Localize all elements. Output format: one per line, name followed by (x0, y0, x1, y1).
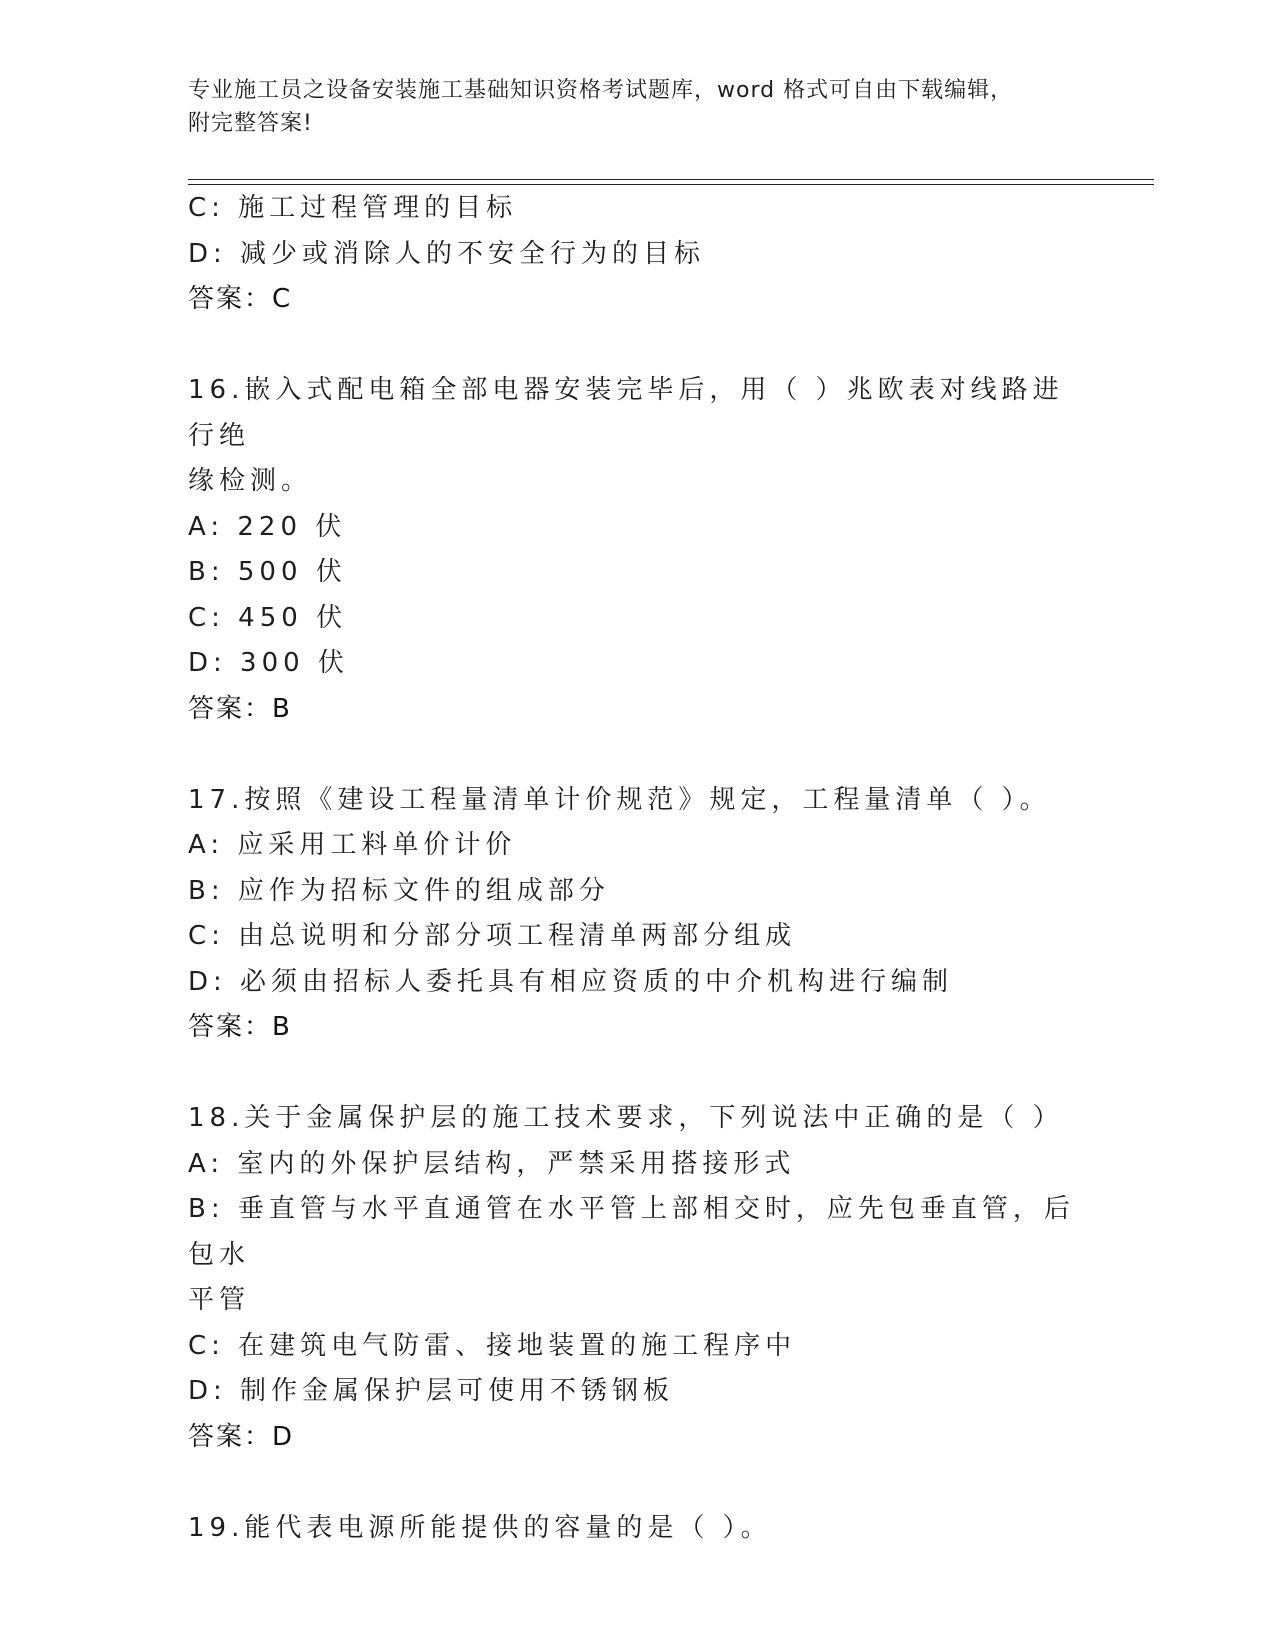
answer: 答案：C (188, 284, 293, 314)
header-divider-top (188, 179, 1154, 180)
spacer (188, 1051, 1088, 1097)
option-a: A: 220 伏 (188, 511, 347, 542)
header-intro-line-1: 专业施工员之设备安装施工基础知识资格考试题库，word 格式可自由下载编辑， (188, 78, 1014, 103)
option-c: C: 由总说明和分部分项工程清单两部分组成 (188, 921, 797, 951)
spacer (188, 323, 1088, 369)
answer: 答案：B (188, 693, 292, 724)
question-list (188, 186, 1088, 1551)
option-d: D: 必须由招标人委托具有相应资质的中介机构进行编制 (188, 966, 954, 997)
spacer (188, 1460, 1088, 1506)
option-b-continuation: 平管 (188, 1285, 251, 1315)
spacer (188, 732, 1088, 778)
option-c: C: 在建筑电气防雷、接地装置的施工程序中 (188, 1330, 797, 1361)
question-19 (188, 1506, 1088, 1552)
option-b: B: 500 伏 (188, 557, 347, 587)
option-d: D: 300 伏 (188, 648, 349, 678)
question-17 (188, 778, 1088, 1051)
option-b: B: 垂直管与水平直通管在水平管上部相交时，应先包垂直管，后包水 (188, 1194, 1075, 1270)
question-stem-line: 18.关于金属保护层的施工技术要求，下列说法中正确的是（ ） (188, 1103, 1064, 1133)
question-18 (188, 1096, 1088, 1460)
question-stem-line: 19.能代表电源所能提供的容量的是（ ）。 (188, 1512, 772, 1543)
answer: 答案：B (188, 1012, 292, 1042)
option-c: C: 450 伏 (188, 602, 348, 633)
option-a: A: 应采用工料单价计价 (188, 830, 517, 860)
question-16 (188, 368, 1088, 732)
question-stem-line: 缘检测。 (188, 466, 313, 496)
option-d: D: 减少或消除人的不安全行为的目标 (188, 238, 706, 269)
option-c: C: 施工过程管理的目标 (188, 193, 518, 223)
answer: 答案：D (188, 1421, 295, 1452)
document-header (188, 74, 1068, 140)
option-a: A: 室内的外保护层结构，严禁采用搭接形式 (188, 1148, 796, 1179)
header-intro-line-2: 附完整答案! (188, 111, 313, 136)
question-stem-line: 17.按照《建设工程量清单计价规范》规定，工程量清单（ ）。 (188, 784, 1051, 815)
option-d: D: 制作金属保护层可使用不锈钢板 (188, 1376, 675, 1406)
question-15-continuation (188, 186, 1088, 323)
question-stem-line: 16.嵌入式配电箱全部电器安装完毕后，用（ ）兆欧表对线路进行绝 (188, 375, 1064, 451)
option-b: B: 应作为招标文件的组成部分 (188, 875, 610, 906)
header-divider-bottom (188, 184, 1154, 185)
